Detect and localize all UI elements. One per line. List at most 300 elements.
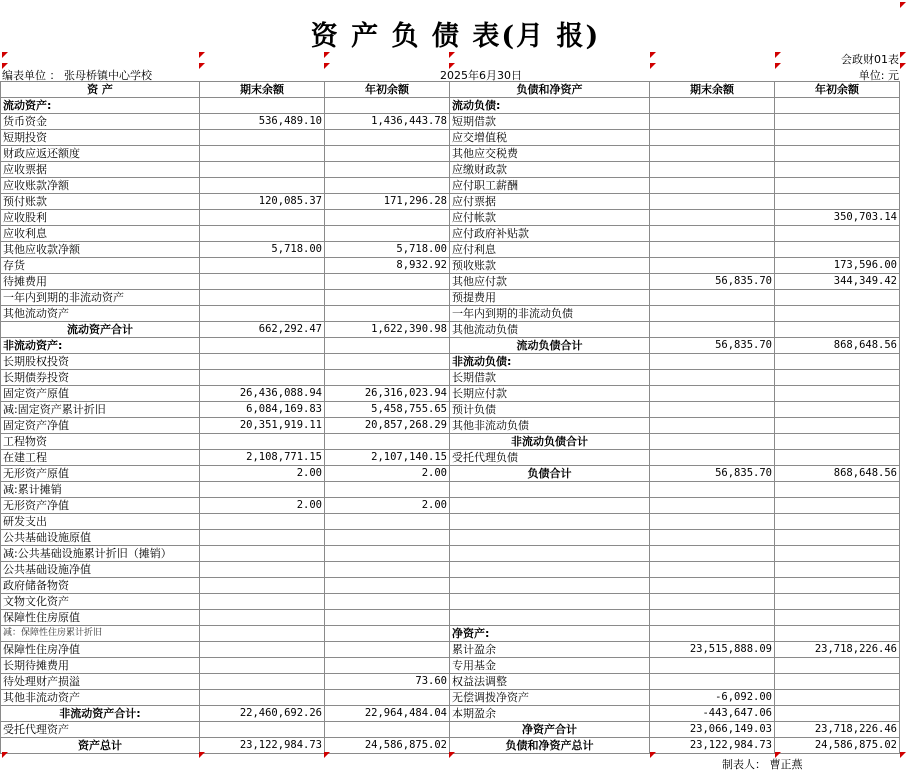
amount-cell[interactable]: [775, 514, 900, 530]
row-label-cell[interactable]: 待处理财产损溢: [1, 674, 200, 690]
amount-cell[interactable]: 24,586,875.02: [325, 738, 450, 754]
amount-cell[interactable]: [775, 530, 900, 546]
row-label-cell[interactable]: 净资产:: [450, 626, 650, 642]
amount-cell[interactable]: [200, 226, 325, 242]
amount-cell[interactable]: 173,596.00: [775, 258, 900, 274]
table-row: [1, 98, 900, 114]
amount-cell[interactable]: [775, 146, 900, 162]
amount-cell[interactable]: 2,108,771.15: [200, 450, 325, 466]
amount-cell[interactable]: [775, 450, 900, 466]
row-label-cell[interactable]: 其他非流动资产: [1, 690, 200, 706]
amount-cell[interactable]: 536,489.10: [200, 114, 325, 130]
amount-cell[interactable]: [775, 226, 900, 242]
amount-cell[interactable]: [200, 658, 325, 674]
amount-cell[interactable]: 23,718,226.46: [775, 722, 900, 738]
amount-cell[interactable]: [650, 130, 775, 146]
amount-cell[interactable]: [325, 658, 450, 674]
row-label-cell[interactable]: 货币资金: [1, 114, 200, 130]
amount-cell[interactable]: [325, 226, 450, 242]
row-label-cell[interactable]: 无形资产原值: [1, 466, 200, 482]
amount-cell[interactable]: [200, 274, 325, 290]
comment-marker: [449, 63, 455, 69]
amount-cell[interactable]: [775, 674, 900, 690]
row-label-cell[interactable]: 政府储备物资: [1, 578, 200, 594]
row-label-cell[interactable]: 研发支出: [1, 514, 200, 530]
amount-cell[interactable]: [775, 626, 900, 642]
amount-cell[interactable]: [775, 594, 900, 610]
row-label-cell[interactable]: 非流动负债:: [450, 354, 650, 370]
amount-cell[interactable]: [650, 626, 775, 642]
amount-cell[interactable]: [325, 434, 450, 450]
amount-cell[interactable]: 26,316,023.94: [325, 386, 450, 402]
row-label-cell[interactable]: 其他非流动负债: [450, 418, 650, 434]
table-row: [1, 178, 900, 194]
row-label-cell[interactable]: 一年内到期的非流动负债: [450, 306, 650, 322]
amount-cell[interactable]: [325, 722, 450, 738]
amount-cell[interactable]: [650, 354, 775, 370]
row-label-cell[interactable]: 应付政府补贴款: [450, 226, 650, 242]
amount-cell[interactable]: [325, 146, 450, 162]
amount-cell[interactable]: [650, 370, 775, 386]
amount-cell[interactable]: [775, 178, 900, 194]
amount-cell[interactable]: [200, 482, 325, 498]
amount-cell[interactable]: [200, 258, 325, 274]
row-label-cell[interactable]: 文物文化资产: [1, 594, 200, 610]
row-label-cell[interactable]: 应缴财政款: [450, 162, 650, 178]
amount-cell[interactable]: [775, 562, 900, 578]
header-liability-ending-balance[interactable]: 期末余额: [650, 82, 775, 98]
amount-cell[interactable]: [325, 98, 450, 114]
row-label-cell[interactable]: [450, 482, 650, 498]
amount-cell[interactable]: 20,857,268.29: [325, 418, 450, 434]
amount-cell[interactable]: [650, 674, 775, 690]
comment-marker: [900, 752, 906, 758]
table-row: [1, 450, 900, 466]
amount-cell[interactable]: [200, 690, 325, 706]
row-label-cell[interactable]: [450, 594, 650, 610]
row-label-cell[interactable]: 固定资产净值: [1, 418, 200, 434]
row-label-cell[interactable]: 存货: [1, 258, 200, 274]
amount-cell[interactable]: [200, 610, 325, 626]
table-row: [1, 594, 900, 610]
table-row: [1, 162, 900, 178]
table-row: [1, 434, 900, 450]
amount-cell[interactable]: [200, 562, 325, 578]
table-row: [1, 530, 900, 546]
amount-cell[interactable]: [775, 242, 900, 258]
table-row: [1, 114, 900, 130]
row-label-cell[interactable]: 其他流动资产: [1, 306, 200, 322]
row-label-cell[interactable]: [450, 498, 650, 514]
amount-cell[interactable]: [775, 498, 900, 514]
row-label-cell[interactable]: 长期股权投资: [1, 354, 200, 370]
comment-marker: [2, 63, 8, 69]
amount-cell[interactable]: [200, 514, 325, 530]
comment-marker: [900, 52, 906, 58]
row-label-cell[interactable]: 应收利息: [1, 226, 200, 242]
amount-cell[interactable]: [775, 370, 900, 386]
amount-cell[interactable]: [650, 418, 775, 434]
amount-cell[interactable]: [325, 354, 450, 370]
amount-cell[interactable]: 23,066,149.03: [650, 722, 775, 738]
row-label-cell[interactable]: 其他应收款净额: [1, 242, 200, 258]
amount-cell[interactable]: 26,436,088.94: [200, 386, 325, 402]
amount-cell[interactable]: 73.60: [325, 674, 450, 690]
table-row: [1, 354, 900, 370]
table-row: [1, 402, 900, 418]
amount-cell[interactable]: 22,460,692.26: [200, 706, 325, 722]
row-label-cell[interactable]: 减:固定资产累计折旧: [1, 402, 200, 418]
row-label-cell[interactable]: 无偿调拨净资产: [450, 690, 650, 706]
row-label-cell[interactable]: 非流动资产:: [1, 338, 200, 354]
amount-cell[interactable]: 5,458,755.65: [325, 402, 450, 418]
row-label-cell[interactable]: 流动负债合计: [450, 338, 650, 354]
row-label-cell[interactable]: 其他应交税费: [450, 146, 650, 162]
row-label-cell[interactable]: 财政应返还额度: [1, 146, 200, 162]
row-label-cell[interactable]: 长期应付款: [450, 386, 650, 402]
header-liabilities-equity[interactable]: 负债和净资产: [450, 82, 650, 98]
amount-cell[interactable]: [325, 578, 450, 594]
table-row: [1, 306, 900, 322]
amount-cell[interactable]: [650, 194, 775, 210]
row-label-cell[interactable]: 减:累计摊销: [1, 482, 200, 498]
table-row: [1, 466, 900, 482]
row-label-cell[interactable]: 负债合计: [450, 466, 650, 482]
amount-cell[interactable]: [325, 594, 450, 610]
amount-cell[interactable]: 24,586,875.02: [775, 738, 900, 754]
table-row: [1, 130, 900, 146]
amount-cell[interactable]: 1,622,390.98: [325, 322, 450, 338]
table-row: [1, 242, 900, 258]
row-label-cell[interactable]: 应付票据: [450, 194, 650, 210]
amount-cell[interactable]: 2,107,140.15: [325, 450, 450, 466]
row-label-cell[interactable]: 保障性住房原值: [1, 610, 200, 626]
row-label-cell[interactable]: 应付职工薪酬: [450, 178, 650, 194]
header-asset-ending-balance[interactable]: 期末余额: [200, 82, 325, 98]
row-label-cell[interactable]: 长期待摊费用: [1, 658, 200, 674]
amount-cell[interactable]: [650, 658, 775, 674]
amount-cell[interactable]: [650, 578, 775, 594]
row-label-cell[interactable]: 长期借款: [450, 370, 650, 386]
row-label-cell[interactable]: [450, 546, 650, 562]
row-label-cell[interactable]: 短期借款: [450, 114, 650, 130]
amount-cell[interactable]: 662,292.47: [200, 322, 325, 338]
row-label-cell[interactable]: 在建工程: [1, 450, 200, 466]
amount-cell[interactable]: [325, 562, 450, 578]
amount-cell[interactable]: 5,718.00: [325, 242, 450, 258]
amount-cell[interactable]: [325, 338, 450, 354]
amount-cell[interactable]: [200, 98, 325, 114]
row-label-cell[interactable]: 减:公共基础设施累计折旧（摊销）: [1, 546, 200, 562]
amount-cell[interactable]: [325, 210, 450, 226]
row-label-cell[interactable]: 应收股利: [1, 210, 200, 226]
amount-cell[interactable]: [775, 306, 900, 322]
row-label-cell[interactable]: 公共基础设施原值: [1, 530, 200, 546]
comment-marker: [449, 52, 455, 58]
amount-cell[interactable]: [650, 386, 775, 402]
table-row: [1, 338, 900, 354]
header-liability-opening-balance[interactable]: 年初余额: [775, 82, 900, 98]
amount-cell[interactable]: [775, 322, 900, 338]
row-label-cell[interactable]: 应付帐款: [450, 210, 650, 226]
amount-cell[interactable]: [775, 610, 900, 626]
amount-cell[interactable]: [775, 434, 900, 450]
amount-cell[interactable]: [650, 242, 775, 258]
row-label-cell[interactable]: 预收账款: [450, 258, 650, 274]
row-label-cell[interactable]: 其他应付款: [450, 274, 650, 290]
comment-marker: [775, 752, 781, 758]
report-date: 2025年6月30日: [440, 69, 522, 82]
amount-cell[interactable]: [775, 194, 900, 210]
amount-cell[interactable]: 2.00: [325, 466, 450, 482]
row-label-cell[interactable]: [450, 562, 650, 578]
comment-marker: [324, 52, 330, 58]
amount-cell[interactable]: [650, 498, 775, 514]
amount-cell[interactable]: -6,092.00: [650, 690, 775, 706]
amount-cell[interactable]: [200, 626, 325, 642]
amount-cell[interactable]: [200, 178, 325, 194]
comment-marker: [199, 63, 205, 69]
amount-cell[interactable]: [650, 594, 775, 610]
amount-cell[interactable]: -443,647.06: [650, 706, 775, 722]
amount-cell[interactable]: 171,296.28: [325, 194, 450, 210]
amount-cell[interactable]: 8,932.92: [325, 258, 450, 274]
amount-cell[interactable]: 344,349.42: [775, 274, 900, 290]
row-label-cell[interactable]: 应收票据: [1, 162, 200, 178]
row-label-cell[interactable]: 无形资产净值: [1, 498, 200, 514]
header-asset-opening-balance[interactable]: 年初余额: [325, 82, 450, 98]
row-label-cell[interactable]: 累计盈余: [450, 642, 650, 658]
row-label-cell[interactable]: 权益法调整: [450, 674, 650, 690]
amount-cell[interactable]: 56,835.70: [650, 274, 775, 290]
table-row: [1, 290, 900, 306]
row-label-cell[interactable]: 减：保障性住房累计折旧: [1, 626, 200, 642]
row-label-cell[interactable]: 受托代理资产: [1, 722, 200, 738]
balance-sheet-table: [0, 81, 900, 754]
amount-cell[interactable]: [650, 402, 775, 418]
amount-cell[interactable]: [325, 482, 450, 498]
amount-cell[interactable]: [650, 290, 775, 306]
amount-cell[interactable]: [650, 114, 775, 130]
amount-cell[interactable]: [775, 354, 900, 370]
row-label-cell[interactable]: 受托代理负债: [450, 450, 650, 466]
amount-cell[interactable]: [325, 178, 450, 194]
amount-cell[interactable]: [200, 594, 325, 610]
header-assets[interactable]: 资 产: [1, 82, 200, 98]
amount-cell[interactable]: [200, 306, 325, 322]
amount-cell[interactable]: [650, 450, 775, 466]
comment-marker: [449, 752, 455, 758]
table-row: [1, 690, 900, 706]
amount-cell[interactable]: 5,718.00: [200, 242, 325, 258]
amount-cell[interactable]: [650, 482, 775, 498]
row-label-cell[interactable]: 预提费用: [450, 290, 650, 306]
amount-cell[interactable]: 120,085.37: [200, 194, 325, 210]
comment-marker: [2, 52, 8, 58]
header-row: [1, 82, 900, 98]
row-label-cell[interactable]: 应交增值税: [450, 130, 650, 146]
amount-cell[interactable]: [325, 290, 450, 306]
row-label-cell[interactable]: [450, 514, 650, 530]
amount-cell[interactable]: [650, 322, 775, 338]
amount-cell[interactable]: [650, 434, 775, 450]
amount-cell[interactable]: [650, 610, 775, 626]
amount-cell[interactable]: [775, 418, 900, 434]
amount-cell[interactable]: 1,436,443.78: [325, 114, 450, 130]
amount-cell[interactable]: [775, 482, 900, 498]
amount-cell[interactable]: [200, 130, 325, 146]
amount-cell[interactable]: [325, 370, 450, 386]
row-label-cell[interactable]: 预计负债: [450, 402, 650, 418]
amount-cell[interactable]: [200, 162, 325, 178]
amount-cell[interactable]: [325, 274, 450, 290]
amount-cell[interactable]: [325, 530, 450, 546]
row-label-cell[interactable]: 净资产合计: [450, 722, 650, 738]
report-title: 资 产 负 债 表(月 报): [310, 21, 601, 52]
amount-cell[interactable]: [650, 258, 775, 274]
table-row: [1, 658, 900, 674]
amount-cell[interactable]: [200, 578, 325, 594]
amount-cell[interactable]: 350,703.14: [775, 210, 900, 226]
amount-cell[interactable]: [650, 210, 775, 226]
row-label-cell[interactable]: 预付账款: [1, 194, 200, 210]
amount-cell[interactable]: [200, 434, 325, 450]
amount-cell[interactable]: 56,835.70: [650, 466, 775, 482]
amount-cell[interactable]: 20,351,919.11: [200, 418, 325, 434]
amount-cell[interactable]: [200, 642, 325, 658]
amount-cell[interactable]: [775, 402, 900, 418]
row-label-cell[interactable]: 流动资产:: [1, 98, 200, 114]
row-label-cell[interactable]: [450, 610, 650, 626]
amount-cell[interactable]: [650, 162, 775, 178]
amount-cell[interactable]: [650, 98, 775, 114]
amount-cell[interactable]: 2.00: [200, 466, 325, 482]
amount-cell[interactable]: [775, 658, 900, 674]
amount-cell[interactable]: 868,648.56: [775, 338, 900, 354]
amount-cell[interactable]: [325, 514, 450, 530]
row-label-cell[interactable]: 工程物资: [1, 434, 200, 450]
amount-cell[interactable]: [650, 546, 775, 562]
amount-cell[interactable]: 23,718,226.46: [775, 642, 900, 658]
amount-cell[interactable]: 6,084,169.83: [200, 402, 325, 418]
row-label-cell[interactable]: [450, 530, 650, 546]
row-label-cell[interactable]: 应付利息: [450, 242, 650, 258]
comment-marker: [900, 63, 906, 69]
amount-cell[interactable]: 2.00: [325, 498, 450, 514]
amount-cell[interactable]: [650, 514, 775, 530]
row-label-cell[interactable]: 专用基金: [450, 658, 650, 674]
comment-marker: [324, 63, 330, 69]
amount-cell[interactable]: [775, 546, 900, 562]
table-row: [1, 194, 900, 210]
amount-cell[interactable]: [325, 306, 450, 322]
amount-cell[interactable]: 2.00: [200, 498, 325, 514]
amount-cell[interactable]: [325, 130, 450, 146]
row-label-cell[interactable]: 保障性住房净值: [1, 642, 200, 658]
row-label-cell[interactable]: 短期投资: [1, 130, 200, 146]
amount-cell[interactable]: [200, 370, 325, 386]
row-label-cell[interactable]: 长期债券投资: [1, 370, 200, 386]
amount-cell[interactable]: [200, 530, 325, 546]
amount-cell[interactable]: [775, 130, 900, 146]
row-label-cell[interactable]: 负债和净资产总计: [450, 738, 650, 754]
table-row: [1, 722, 900, 738]
row-label-cell[interactable]: 资产总计: [1, 738, 200, 754]
amount-cell[interactable]: [325, 610, 450, 626]
amount-cell[interactable]: [650, 306, 775, 322]
amount-cell[interactable]: [200, 722, 325, 738]
amount-cell[interactable]: [650, 178, 775, 194]
row-label-cell[interactable]: 固定资产原值: [1, 386, 200, 402]
amount-cell[interactable]: 868,648.56: [775, 466, 900, 482]
amount-cell[interactable]: [775, 162, 900, 178]
amount-cell[interactable]: [325, 162, 450, 178]
amount-cell[interactable]: 23,122,984.73: [200, 738, 325, 754]
comment-marker: [199, 52, 205, 58]
amount-cell[interactable]: [325, 642, 450, 658]
table-row: [1, 674, 900, 690]
row-label-cell[interactable]: 待摊费用: [1, 274, 200, 290]
row-label-cell[interactable]: 公共基础设施净值: [1, 562, 200, 578]
amount-cell[interactable]: [775, 114, 900, 130]
row-label-cell[interactable]: [450, 578, 650, 594]
comment-marker: [650, 752, 656, 758]
table-row: [1, 610, 900, 626]
row-label-cell[interactable]: 流动负债:: [450, 98, 650, 114]
amount-cell[interactable]: [775, 706, 900, 722]
amount-cell[interactable]: [200, 674, 325, 690]
comment-marker: [775, 52, 781, 58]
amount-cell[interactable]: [200, 546, 325, 562]
amount-cell[interactable]: [650, 226, 775, 242]
amount-cell[interactable]: [200, 290, 325, 306]
row-label-cell[interactable]: 本期盈余: [450, 706, 650, 722]
row-label-cell[interactable]: 一年内到期的非流动资产: [1, 290, 200, 306]
currency-unit: 单位: 元: [858, 69, 899, 82]
row-label-cell[interactable]: 流动资产合计: [1, 322, 200, 338]
amount-cell[interactable]: 56,835.70: [650, 338, 775, 354]
amount-cell[interactable]: [775, 578, 900, 594]
table-row: [1, 386, 900, 402]
table-row: [1, 226, 900, 242]
table-row: [1, 642, 900, 658]
table-row: [1, 418, 900, 434]
amount-cell[interactable]: [325, 546, 450, 562]
amount-cell[interactable]: [775, 98, 900, 114]
amount-cell[interactable]: [200, 146, 325, 162]
row-label-cell[interactable]: 应收账款净额: [1, 178, 200, 194]
amount-cell[interactable]: [775, 290, 900, 306]
amount-cell[interactable]: [650, 562, 775, 578]
preparer-line: [722, 756, 803, 772]
amount-cell[interactable]: [325, 690, 450, 706]
row-label-cell[interactable]: 其他流动负债: [450, 322, 650, 338]
amount-cell[interactable]: 22,964,484.04: [325, 706, 450, 722]
amount-cell[interactable]: 23,122,984.73: [650, 738, 775, 754]
amount-cell[interactable]: [650, 530, 775, 546]
amount-cell[interactable]: [775, 690, 900, 706]
amount-cell[interactable]: [775, 386, 900, 402]
row-label-cell[interactable]: 非流动资产合计:: [1, 706, 200, 722]
amount-cell[interactable]: [200, 338, 325, 354]
row-label-cell[interactable]: 非流动负债合计: [450, 434, 650, 450]
amount-cell[interactable]: [200, 354, 325, 370]
amount-cell[interactable]: 23,515,888.09: [650, 642, 775, 658]
amount-cell[interactable]: [650, 146, 775, 162]
amount-cell[interactable]: [325, 626, 450, 642]
table-row: [1, 514, 900, 530]
amount-cell[interactable]: [200, 210, 325, 226]
